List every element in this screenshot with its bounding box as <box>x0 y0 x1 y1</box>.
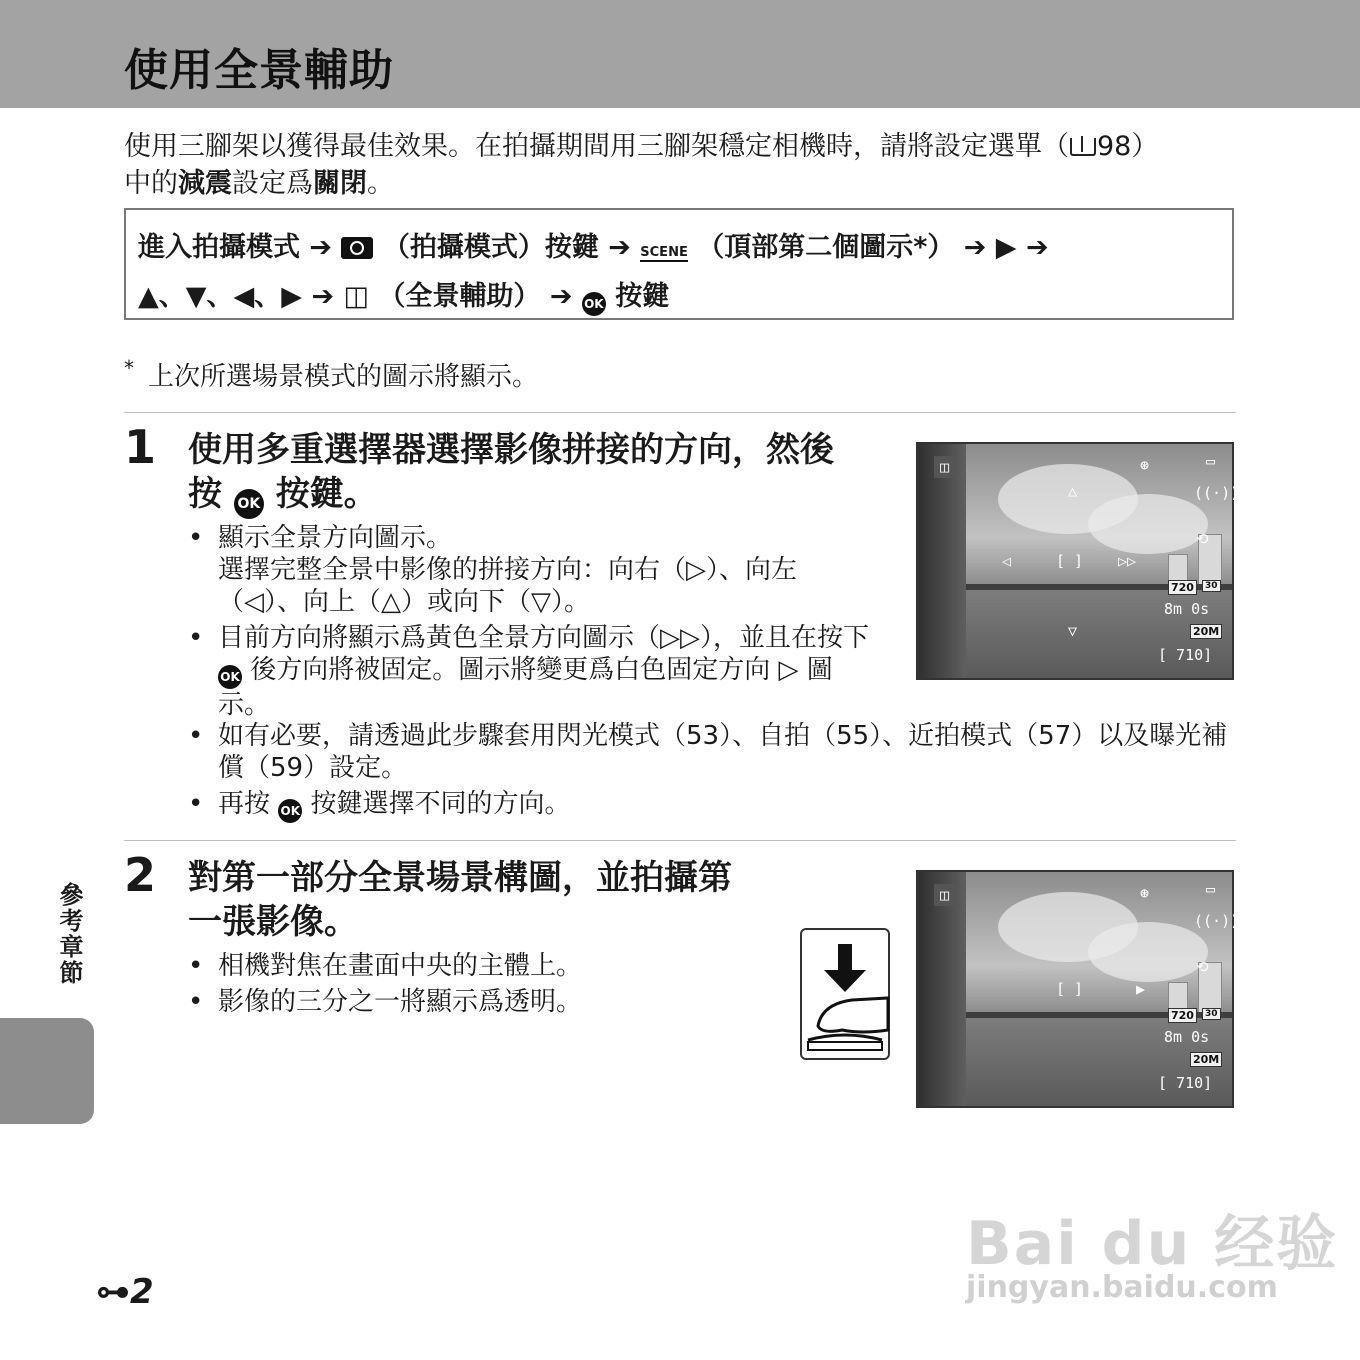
down-arrow-icon: ▽ <box>1068 622 1078 640</box>
footnote-text: 上次所選場景模式的圖示將顯示。 <box>148 362 539 392</box>
nav-text: 按鍵 <box>615 281 670 312</box>
step-title <box>188 428 888 519</box>
intro-text: 。 <box>367 168 394 199</box>
step1-bullets-bottom <box>188 720 1238 827</box>
vibration-reduction-icon: ((·)) <box>1194 484 1240 502</box>
list-item <box>188 720 1238 784</box>
list-item <box>188 950 778 982</box>
side-chapter-label: 參考章節 <box>55 882 83 986</box>
motion-detection-icon: ⟲ <box>1196 958 1209 976</box>
ok-icon: OK <box>278 799 302 823</box>
step-title-line: 按 <box>188 474 222 514</box>
camera-icon <box>341 237 373 259</box>
book-ref-icon <box>1070 138 1096 156</box>
recording-time: 8m 0s <box>1164 1028 1210 1046</box>
bullet-text: 按鍵選擇不同的方向。 <box>310 789 571 819</box>
shots-remaining: [ 710] <box>1158 646 1213 664</box>
step-number: 1 <box>124 420 157 474</box>
flash-icon: ⊛ <box>1140 456 1150 474</box>
motion-detection-icon: ⟲ <box>1196 530 1209 548</box>
watermark-url: jingyan.baidu.com <box>966 1270 1278 1305</box>
intro-paragraph <box>124 128 1244 202</box>
shots-remaining: [ 710] <box>1158 1074 1213 1092</box>
page-number-text: 2 <box>130 1272 154 1312</box>
movie-resolution-badge: 720 <box>1168 580 1197 595</box>
bullet-text: 如有必要，請透過此步驟套用閃光模式（53）、自拍（55）、近拍模式（57）以及曝光補償（59）設定。 <box>218 721 1228 783</box>
bullet-text: 相機對焦在畫面中央的主體上。 <box>218 951 583 981</box>
step-title-line: 對第一部分全景場景構圖，並拍攝第 <box>188 858 732 898</box>
nav-text: 進入拍攝模式 ➔ <box>138 232 333 263</box>
image-size-badge: 20M <box>1190 1052 1222 1067</box>
list-item <box>188 522 878 618</box>
nav-text: （全景輔助） ➔ <box>378 281 573 312</box>
step-title <box>188 856 788 944</box>
vibration-reduction-icon: ((·)) <box>1194 912 1240 930</box>
bullet-text: 後方向將被固定。圖示將變更爲白色固定方向 ▷ 圖示。 <box>218 655 833 720</box>
flash-icon: ⊛ <box>1140 884 1150 902</box>
step-title-line: 使用多重選擇器選擇影像拼接的方向，然後 <box>188 430 834 470</box>
page-number <box>96 1272 154 1312</box>
list-item <box>188 986 778 1018</box>
side-chapter-tab <box>0 1018 94 1124</box>
battery-icon: ▭ <box>1206 452 1216 470</box>
navigation-path-box <box>124 208 1234 320</box>
focus-area-brackets: [ ] <box>1056 552 1084 570</box>
cloud <box>1088 494 1208 554</box>
step1-bullets-top <box>188 522 878 725</box>
divider <box>124 840 1236 841</box>
watermark-brand: Bai du 经验 <box>966 1209 1339 1279</box>
list-item <box>188 622 878 721</box>
step2-bullets <box>188 950 778 1022</box>
palm-tree <box>918 872 966 1106</box>
recording-time: 8m 0s <box>1164 600 1210 618</box>
step-title-line: 一張影像。 <box>188 902 358 942</box>
left-arrow-icon: ◁ <box>1002 552 1012 570</box>
bullet-text: 目前方向將顯示爲黃色全景方向圖示（▷▷），並且在按下 <box>218 623 869 653</box>
footnote-star: * <box>124 356 134 380</box>
bullet-text: 再按 <box>218 789 271 819</box>
camera-screen-photo <box>916 870 1240 1108</box>
ok-icon: OK <box>234 489 264 519</box>
battery-icon: ▭ <box>1206 880 1216 898</box>
press-down-icon <box>802 930 888 1058</box>
intro-bold: 關閉 <box>313 168 367 199</box>
scene-icon: SCENE <box>640 245 688 260</box>
step-number: 2 <box>124 848 157 902</box>
ok-icon: OK <box>582 292 606 316</box>
panorama-mode-icon: ◫ <box>934 456 955 478</box>
step-title-line: 按鍵。 <box>275 474 378 514</box>
shutter-press-illustration <box>800 928 890 1060</box>
reference-section-icon: ⊶ <box>96 1272 130 1312</box>
camera-screen-photo <box>916 442 1240 680</box>
movie-resolution-badge: 720 <box>1168 1008 1197 1023</box>
intro-text: 中的 <box>124 168 178 199</box>
intro-text: 使用三腳架以獲得最佳效果。在拍攝期間用三腳架穩定相機時，請將設定選單（ <box>124 131 1069 162</box>
palm-tree <box>918 444 966 678</box>
bullet-text: 選擇完整全景中影像的拼接方向：向右（▷）、向左（◁）、向上（△）或向下（▽）。 <box>218 555 797 617</box>
ok-icon: OK <box>218 665 242 689</box>
intro-ref: 98） <box>1097 131 1159 162</box>
page-title: 使用全景輔助 <box>124 45 394 96</box>
bullet-text: • 顯示全景方向圖示。 <box>218 523 453 553</box>
divider <box>124 412 1236 413</box>
right-arrow-icon: ▷▷ <box>1118 552 1137 570</box>
footnote <box>124 356 538 393</box>
cloud <box>1088 922 1208 982</box>
list-item <box>188 788 1238 823</box>
nav-text: （頂部第二個圖示*） ➔ ▶ ➔ <box>697 232 1049 263</box>
focus-area-brackets: [ ] <box>1056 980 1084 998</box>
nav-text: （拍攝模式）按鍵 ➔ <box>382 232 631 263</box>
frame-rate-badge: 30 <box>1202 580 1221 592</box>
nav-text: ▲、▼、◀、▶ ➔ <box>138 281 335 312</box>
bullet-text: 影像的三分之一將顯示爲透明。 <box>218 987 583 1017</box>
panorama-mode-icon: ◫ <box>934 884 955 906</box>
image-size-badge: 20M <box>1190 624 1222 639</box>
intro-bold: 減震 <box>178 168 232 199</box>
right-arrow-icon: ▶ <box>1136 980 1146 998</box>
up-arrow-icon: △ <box>1068 482 1078 500</box>
intro-text: 設定爲 <box>232 168 313 199</box>
panorama-icon: ◫ <box>343 281 370 312</box>
frame-rate-badge: 30 <box>1202 1008 1221 1020</box>
